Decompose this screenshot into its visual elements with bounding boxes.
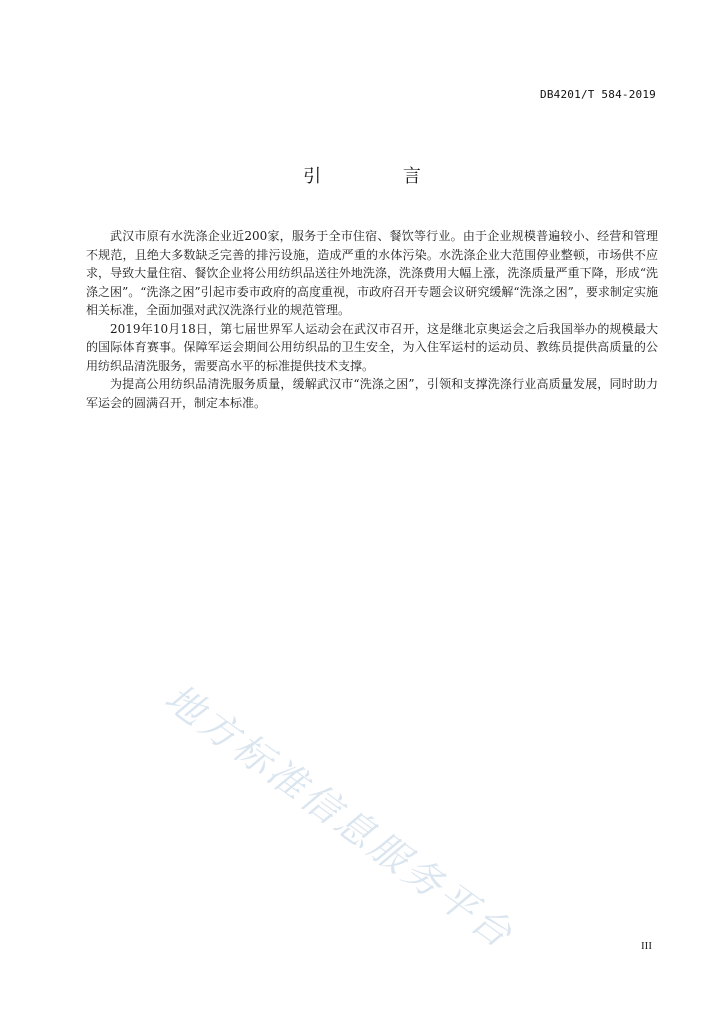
watermark: 地方标准信息服务平台 [156, 675, 523, 958]
body-text [86, 227, 658, 412]
paragraph-2: 2019年10月18日，第七届世界军人运动会在武汉市召开，这是继北京奥运会之后我国举办的规模最大的国际体育赛事。保障军运会期间公用纺织品的卫生安全，为入住军运村的运动员、教练员提供高质量的公用纺织品清洗服务，需要高水平的标准提供技术支撑。 [86, 321, 658, 373]
paragraph-1: 武汉市原有水洗涤企业近200家，服务于全市住宿、餐饮等行业。由于企业规模普遍较小、经营和管理不规范，且绝大多数缺乏完善的排污设施，造成严重的水体污染。水洗涤企业大范围停业整顿，市场供不应求，导致大量住宿、餐饮企业将公用纺织品送往外地洗涤，洗涤费用大幅上涨，洗涤质量严重下降，形成“洗涤之困”。“洗涤之困”引起市委市政府的高度重视，市政府召开专题会议研究缓解“洗涤之困”，要求制定实施相关标准，全面加强对武汉洗涤行业的规范管理。 [86, 229, 658, 317]
page-number: III [641, 940, 652, 952]
page-title: 引 言 [303, 166, 459, 187]
paragraph-3: 为提高公用纺织品清洗服务质量，缓解武汉市“洗涤之困”，引领和支撑洗涤行业高质量发展，同时助力军运会的圆满召开，制定本标准。 [86, 377, 658, 410]
document-code: DB4201/T 584-2019 [540, 88, 656, 101]
